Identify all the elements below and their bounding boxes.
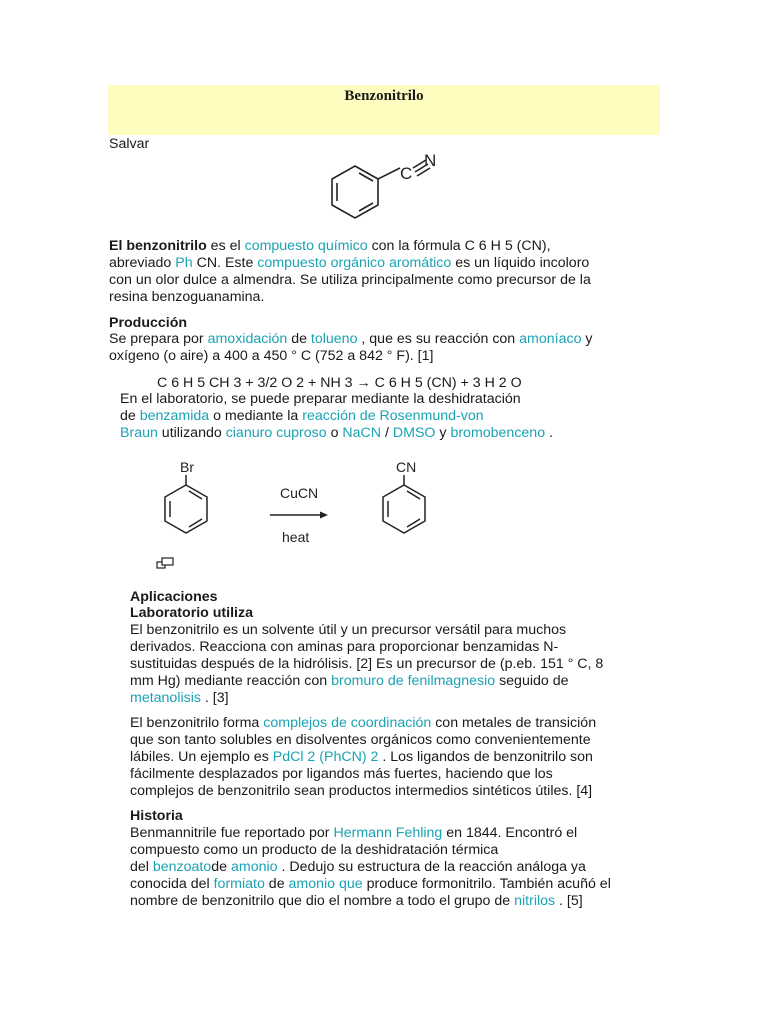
- reaction-equation: C 6 H 5 CH 3 + 3/2 O 2 + NH 3 → C 6 H 5 (CN) + 3 H 2 O: [157, 375, 522, 391]
- link-metanolisis[interactable]: metanolisis: [130, 690, 201, 706]
- text: .: [545, 425, 553, 441]
- lab-line-3: [120, 425, 553, 442]
- title-bar: [108, 85, 660, 135]
- aplic-p2-line-3: [130, 749, 593, 766]
- expand-image-icon[interactable]: [156, 556, 176, 570]
- link-compuesto-organico-aromatico[interactable]: compuesto orgánico aromático: [257, 255, 452, 271]
- text: con metales de transición: [431, 715, 597, 731]
- text: abreviado: [109, 255, 176, 271]
- text: es un líquido incoloro: [451, 255, 590, 271]
- reaction-arrowhead: [320, 512, 328, 519]
- text: en 1844. Encontró el: [442, 825, 578, 841]
- text: y: [581, 331, 593, 347]
- save-link[interactable]: Salvar: [109, 136, 150, 152]
- text: es el: [206, 238, 245, 254]
- aplic-p2-line-4: fácilmente desplazados por ligandos más fuertes, haciendo que los: [130, 766, 553, 782]
- text: produce formonitrilo. También acuñó el: [362, 876, 611, 892]
- text: Se prepara por: [109, 331, 208, 347]
- link-rosenmund-von-braun[interactable]: reacción de Rosenmund-von: [302, 408, 484, 424]
- text: o: [326, 425, 343, 441]
- intro-line-1: [109, 238, 551, 255]
- text: conocida del: [130, 876, 214, 892]
- link-braun[interactable]: Braun: [120, 425, 158, 441]
- text: de: [264, 876, 289, 892]
- laboratorio-subheading: Laboratorio utiliza: [130, 605, 253, 621]
- link-ph[interactable]: Ph: [175, 255, 193, 271]
- produccion-line-1: [109, 331, 593, 348]
- aplicaciones-heading: Aplicaciones: [130, 589, 218, 605]
- condition-label: heat: [282, 529, 310, 545]
- text: y: [435, 425, 451, 441]
- aplic-p1-line-1: El benzonitrilo es un solvente útil y un precursor versátil para muchos: [130, 622, 567, 638]
- text: seguido de: [495, 673, 569, 689]
- text: El benzonitrilo forma: [130, 715, 264, 731]
- lab-line-2: [120, 408, 484, 425]
- historia-heading: Historia: [130, 808, 183, 824]
- aplic-p1-line-5: [130, 690, 229, 707]
- cyano-nitrogen-label: N: [424, 151, 437, 170]
- historia-line-5: [130, 893, 583, 910]
- link-amonio-que[interactable]: amonio que: [288, 876, 363, 892]
- link-nacn[interactable]: NaCN: [342, 425, 382, 441]
- text: Benmannitrile fue reportado por: [130, 825, 334, 841]
- aplic-p1-line-4: [130, 673, 569, 690]
- historia-line-3: [130, 859, 586, 876]
- text: . [3]: [200, 690, 229, 706]
- link-cianuro-cuproso[interactable]: cianuro cuproso: [225, 425, 327, 441]
- historia-line-1: [130, 825, 577, 842]
- text: con la fórmula C 6 H 5 (CN),: [367, 238, 551, 254]
- text: CN. Este: [192, 255, 258, 271]
- text: /: [381, 425, 393, 441]
- text: mm Hg) mediante reacción con: [130, 673, 332, 689]
- intro-line-3: con un olor dulce a almendra. Se utiliza principalmente como precursor de la: [109, 272, 591, 288]
- link-bromobenceno[interactable]: bromobenceno: [450, 425, 546, 441]
- aplic-p1-line-3: sustituidas después de la hidrólisis. [2] Es un precursor de (p.eb. 151 ° C, 8: [130, 656, 604, 672]
- link-benzoato[interactable]: benzoato: [152, 859, 212, 875]
- aplic-p2-line-5: complejos de benzonitrilo sean productos intermedios sintéticos útiles. [4]: [130, 783, 593, 799]
- lab-line-1: En el laboratorio, se puede preparar mediante la deshidratación: [120, 391, 521, 407]
- intro-line-2: [109, 255, 589, 272]
- text: de: [211, 859, 231, 875]
- link-bromuro-de-fenilmagnesio[interactable]: bromuro de fenilmagnesio: [331, 673, 496, 689]
- intro-bold-term: El benzonitrilo: [109, 238, 207, 254]
- link-amoxidacion[interactable]: amoxidación: [207, 331, 288, 347]
- produccion-heading: Producción: [109, 315, 188, 331]
- link-dmso[interactable]: DMSO: [392, 425, 436, 441]
- historia-line-2: compuesto como un producto de la deshidratación térmica: [130, 842, 499, 858]
- aplic-p2-line-1: [130, 715, 596, 732]
- text: . Los ligandos de benzonitrilo son: [378, 749, 593, 765]
- link-tolueno[interactable]: tolueno: [310, 331, 358, 347]
- link-complejos-de-coordinacion[interactable]: complejos de coordinación: [263, 715, 432, 731]
- text: nombre de benzonitrilo que dio el nombre a todo el grupo de: [130, 893, 515, 909]
- reactant-label: Br: [180, 459, 194, 475]
- intro-line-4: resina benzoguanamina.: [109, 289, 265, 305]
- link-benzamida[interactable]: benzamida: [139, 408, 210, 424]
- link-formiato[interactable]: formiato: [213, 876, 265, 892]
- link-amonio[interactable]: amonio: [231, 859, 278, 875]
- reaction-scheme-image: [140, 455, 460, 555]
- text: del: [130, 859, 153, 875]
- link-nitrilos[interactable]: nitrilos: [514, 893, 556, 909]
- page-title: Benzonitrilo: [344, 88, 424, 104]
- cyano-carbon-label: C: [400, 164, 413, 183]
- historia-line-4: [130, 876, 611, 893]
- produccion-line-2: oxígeno (o aire) a 400 a 450 ° C (752 a 842 ° F). [1]: [109, 348, 434, 364]
- link-compuesto-quimico[interactable]: compuesto químico: [244, 238, 368, 254]
- benzonitrile-structure-image: [320, 148, 450, 233]
- text: utilizando: [157, 425, 226, 441]
- reagent-label: CuCN: [280, 485, 319, 501]
- link-pdcl2-phcn2[interactable]: PdCl 2 (PhCN) 2: [272, 749, 379, 765]
- text: . [5]: [555, 893, 583, 909]
- text: de: [287, 331, 311, 347]
- text: , que es su reacción con: [357, 331, 520, 347]
- text: . Dedujo su estructura de la reacción análoga ya: [277, 859, 586, 875]
- product-label: CN: [396, 459, 417, 475]
- aplic-p2-line-2: que son tanto solubles en disolventes orgánicos como convenientemente: [130, 732, 591, 748]
- aplic-p1-line-2: derivados. Reacciona con aminas para proporcionar benzamidas N-: [130, 639, 559, 655]
- link-hermann-fehling[interactable]: Hermann Fehling: [333, 825, 443, 841]
- text: lábiles. Un ejemplo es: [130, 749, 273, 765]
- link-amoniaco[interactable]: amoníaco: [519, 331, 582, 347]
- text: o mediante la: [209, 408, 303, 424]
- text: de: [120, 408, 140, 424]
